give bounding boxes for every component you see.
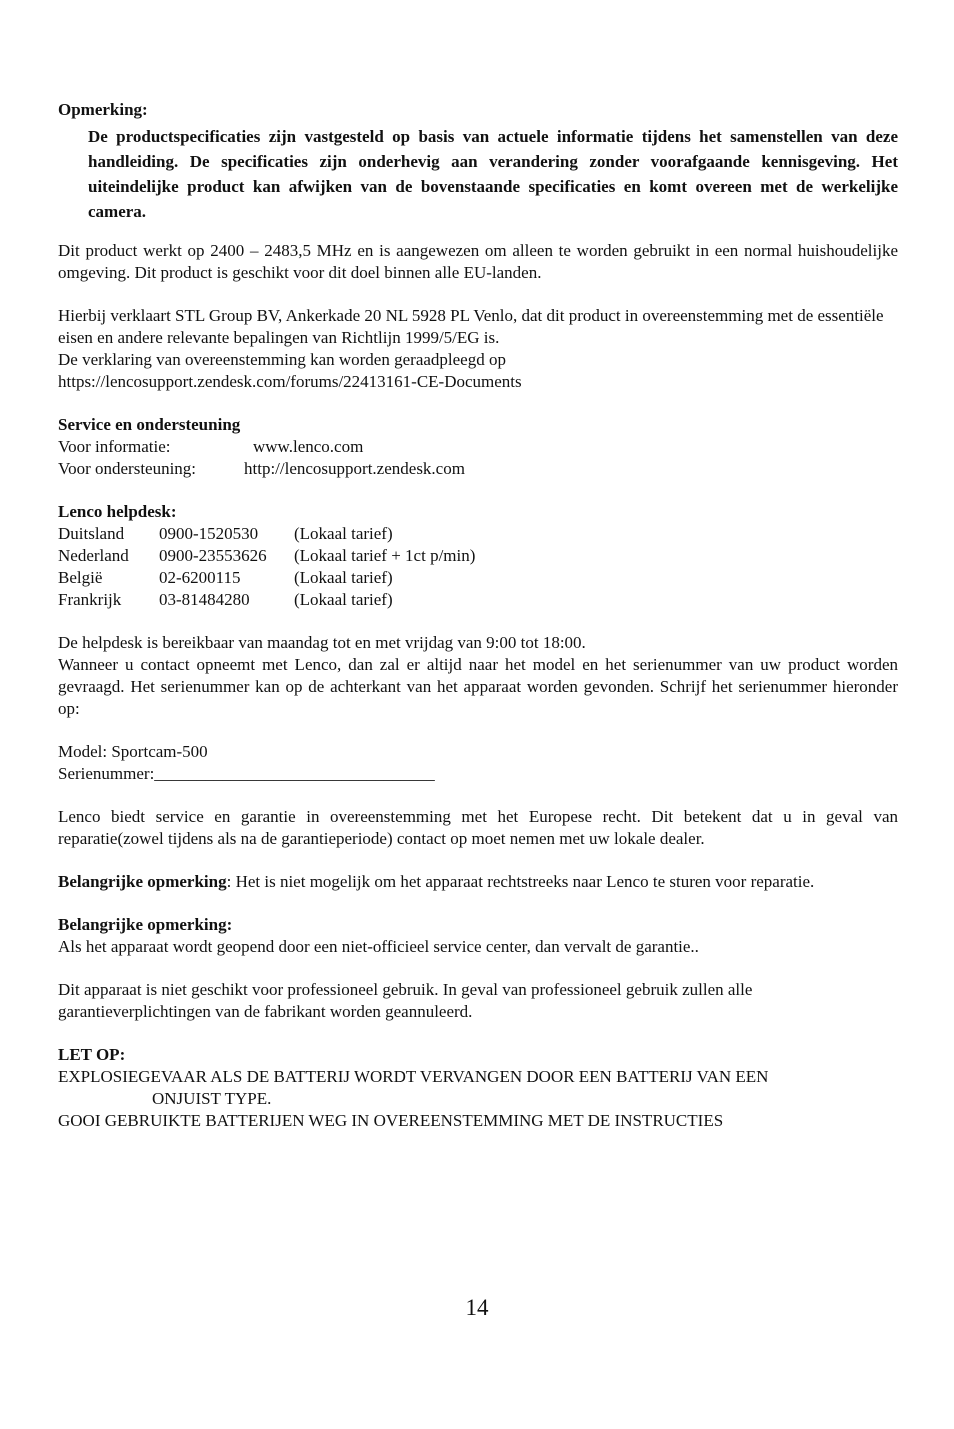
warranty-text: Lenco biedt service en garantie in overeenstemming met het Europese recht. Dit betekent dat u in geval van reparatie(zowel tijdens als na de garantieperiode) contact op moet nemen met uw lokale dealer. bbox=[58, 807, 898, 848]
note-heading: Opmerking: bbox=[58, 100, 148, 119]
caution-line2: GOOI GEBRUIKTE BATTERIJEN WEG IN OVEREENSTEMMING MET DE INSTRUCTIES bbox=[58, 1111, 724, 1130]
declaration-block bbox=[58, 305, 898, 393]
support-label: Voor ondersteuning: bbox=[58, 459, 197, 478]
number-cell: 03-81484280 bbox=[159, 590, 250, 609]
helpdesk-heading: Lenco helpdesk: bbox=[58, 502, 177, 521]
country-cell: Frankrijk bbox=[58, 590, 122, 609]
important-note-1 bbox=[58, 871, 898, 893]
info-value: www.lenco.com bbox=[253, 437, 364, 456]
table-row bbox=[58, 523, 475, 545]
country-cell: België bbox=[58, 568, 103, 587]
caution-line1-cont: ONJUIST TYPE. bbox=[152, 1089, 272, 1108]
model-line: Model: Sportcam-500 bbox=[58, 742, 208, 761]
number-cell: 0900-23553626 bbox=[159, 546, 267, 565]
info-label: Voor informatie: bbox=[58, 437, 171, 456]
important2-heading: Belangrijke opmerking: bbox=[58, 915, 233, 934]
helpdesk-block bbox=[58, 501, 898, 611]
number-cell: 0900-1520530 bbox=[159, 524, 259, 543]
helpdesk-info-block bbox=[58, 632, 898, 720]
rate-cell: (Lokaal tarief + 1ct p/min) bbox=[294, 546, 476, 565]
helpdesk-hours: De helpdesk is bereikbaar van maandag tot en met vrijdag van 9:00 tot 18:00. bbox=[58, 633, 586, 652]
serial-line: Serienummer:_________________________________ bbox=[58, 764, 435, 783]
important2-text: Als het apparaat wordt geopend door een niet-officieel service center, dan vervalt de garantie.. bbox=[58, 937, 699, 956]
declaration-line2: De verklaring van overeenstemming kan worden geraadpleegd op bbox=[58, 350, 506, 369]
caution-heading: LET OP: bbox=[58, 1045, 126, 1064]
important-note-2 bbox=[58, 914, 898, 958]
caution-block bbox=[58, 1044, 898, 1132]
number-cell: 02-6200115 bbox=[159, 568, 241, 587]
helpdesk-table bbox=[58, 523, 475, 611]
service-support-row bbox=[58, 458, 898, 480]
table-row bbox=[58, 567, 475, 589]
caution-line1: EXPLOSIEGEVAAR ALS DE BATTERIJ WORDT VERVANGEN DOOR EEN BATTERIJ VAN EEN bbox=[58, 1067, 769, 1086]
country-cell: Nederland bbox=[58, 546, 129, 565]
service-block bbox=[58, 414, 898, 480]
important-label: Belangrijke opmerking bbox=[58, 872, 227, 891]
frequency-text: Dit product werkt op 2400 – 2483,5 MHz en is aangewezen om alleen te worden gebruikt in een normal huishoudelijke omgeving. Dit product is geschikt voor dit doel binnen alle EU-landen. bbox=[58, 241, 898, 282]
helpdesk-contact: Wanneer u contact opneemt met Lenco, dan zal er altijd naar het model en het serienummer van uw product worden gevraagd. Het serienummer kan op de achterkant van het apparaat worden gevonden. Schrijf het serienummer hieronder op: bbox=[58, 655, 898, 718]
model-block bbox=[58, 741, 898, 785]
support-value: http://lencosupport.zendesk.com bbox=[244, 459, 465, 478]
declaration-url: https://lencosupport.zendesk.com/forums/22413161-CE-Documents bbox=[58, 372, 522, 391]
important-text: : Het is niet mogelijk om het apparaat rechtstreeks naar Lenco te sturen voor reparatie. bbox=[226, 872, 815, 891]
rate-cell: (Lokaal tarief) bbox=[294, 568, 393, 587]
document-page bbox=[58, 99, 898, 1132]
service-info-row bbox=[58, 436, 898, 458]
page-number: 14 bbox=[465, 1295, 489, 1320]
professional-text: Dit apparaat is niet geschikt voor professioneel gebruik. In geval van professioneel gebruik zullen alle garantieverplichtingen van de fabrikant worden geannuleerd. bbox=[58, 980, 753, 1021]
note-text: De productspecificaties zijn vastgesteld op basis van actuele informatie tijdens het samenstellen van deze handleiding. De specificaties zijn onderhevig aan verandering zonder voorafgaande kennisgeving. Het uiteindelijke product kan afwijken van de bovenstaande specificaties en komt overeen met de werkelijke camera. bbox=[88, 127, 898, 221]
country-cell: Duitsland bbox=[58, 524, 125, 543]
table-row bbox=[58, 589, 475, 611]
service-heading: Service en ondersteuning bbox=[58, 415, 241, 434]
declaration-line1: Hierbij verklaart STL Group BV, Ankerkade 20 NL 5928 PL Venlo, dat dit product in overeenstemming met de essentiële eisen en andere relevante bepalingen van Richtlijn 1999/5/EG is. bbox=[58, 306, 884, 347]
rate-cell: (Lokaal tarief) bbox=[294, 524, 393, 543]
rate-cell: (Lokaal tarief) bbox=[294, 590, 393, 609]
table-row bbox=[58, 545, 475, 567]
